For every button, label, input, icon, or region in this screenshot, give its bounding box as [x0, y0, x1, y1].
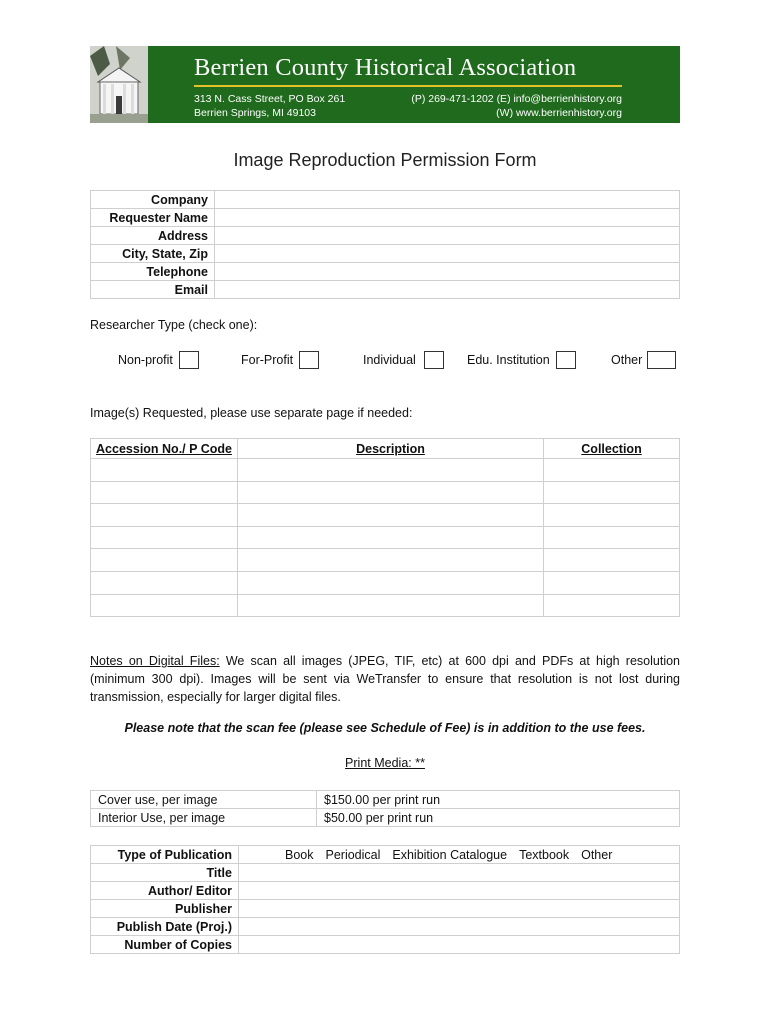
table-row [91, 809, 680, 827]
field-label: Email [91, 281, 215, 299]
description-cell[interactable] [238, 571, 544, 594]
field-label: Publisher [91, 900, 239, 918]
collection-cell[interactable] [544, 594, 680, 617]
option-non-profit [118, 349, 199, 371]
column-header: Description [238, 439, 544, 459]
description-cell[interactable] [238, 594, 544, 617]
accession-cell[interactable] [91, 549, 238, 572]
fee-use: Cover use, per image [91, 791, 317, 809]
form-title: Image Reproduction Permission Form [233, 150, 537, 170]
option-label: Non-profit [118, 353, 173, 367]
option-individual [363, 349, 444, 371]
non-profit-checkbox[interactable] [179, 351, 199, 369]
publish-date-field[interactable] [239, 918, 680, 936]
table-row [91, 526, 680, 549]
notes-text: We scan all images (JPEG, TIF, etc) at 600 dpi and PDFs at high resolution (minimum 300 dpi). Images will be sent via WeTransfer to ensure that resolution is not lost during transmission, especially for larger digital files. [90, 654, 681, 704]
field-label: Author/ Editor [91, 882, 239, 900]
company-field[interactable] [215, 191, 680, 209]
number-of-copies-field[interactable] [239, 936, 680, 954]
fee-price: $150.00 per print run [317, 791, 680, 809]
collection-cell[interactable] [544, 504, 680, 527]
notes-label: Notes on Digital Files: [90, 654, 220, 668]
publisher-field[interactable] [239, 900, 680, 918]
accession-cell[interactable] [91, 526, 238, 549]
researcher-type-options [90, 349, 680, 371]
digital-files-notes [90, 652, 680, 706]
individual-checkbox[interactable] [424, 351, 444, 369]
option-other [611, 349, 676, 371]
option-label: Other [611, 353, 643, 367]
field-label: Telephone [91, 263, 215, 281]
option-label: Individual [363, 353, 416, 367]
option-label: Edu. Institution [467, 353, 550, 367]
header-banner [90, 46, 680, 123]
collection-cell[interactable] [544, 526, 680, 549]
table-row [91, 882, 680, 900]
print-media-fees-table [90, 790, 680, 827]
table-row [91, 864, 680, 882]
accession-cell[interactable] [91, 594, 238, 617]
field-label: Type of Publication [91, 846, 239, 864]
field-label: Title [91, 864, 239, 882]
collection-cell[interactable] [544, 549, 680, 572]
edu-institution-checkbox[interactable] [556, 351, 576, 369]
option-edu-institution [467, 349, 576, 371]
table-row [91, 481, 680, 504]
researcher-type-prompt: Researcher Type (check one): [90, 318, 258, 332]
table-row [91, 594, 680, 617]
website: (W) www.berrienhistory.org [496, 107, 622, 119]
city-state-zip-field[interactable] [215, 245, 680, 263]
pub-type-periodical[interactable]: Periodical [325, 847, 381, 862]
description-cell[interactable] [238, 481, 544, 504]
option-for-profit [241, 349, 319, 371]
author-editor-field[interactable] [239, 882, 680, 900]
description-cell[interactable] [238, 549, 544, 572]
collection-cell[interactable] [544, 459, 680, 482]
column-header: Collection [544, 439, 680, 459]
option-label: For-Profit [241, 353, 294, 367]
title-field[interactable] [239, 864, 680, 882]
table-row [91, 281, 680, 299]
column-header: Accession No./ P Code [91, 439, 238, 459]
pub-type-other[interactable]: Other [581, 847, 613, 862]
print-media-heading: Print Media: ** [345, 756, 425, 770]
images-requested-prompt: Image(s) Requested, please use separate page if needed: [90, 406, 413, 420]
table-row [91, 846, 680, 864]
collection-cell[interactable] [544, 571, 680, 594]
scan-fee-note: Please note that the scan fee (please see Schedule of Fee) is in addition to the use fees. [124, 721, 646, 735]
pub-type-textbook[interactable]: Textbook [519, 847, 570, 862]
accession-cell[interactable] [91, 504, 238, 527]
address-line-2: Berrien Springs, MI 49103 [194, 107, 316, 119]
requester-name-field[interactable] [215, 209, 680, 227]
accession-cell[interactable] [91, 571, 238, 594]
table-row [91, 900, 680, 918]
requester-info-table [90, 190, 680, 299]
description-cell[interactable] [238, 459, 544, 482]
description-cell[interactable] [238, 504, 544, 527]
field-label: Publish Date (Proj.) [91, 918, 239, 936]
images-requested-table [90, 438, 680, 617]
table-row [91, 263, 680, 281]
table-row [91, 209, 680, 227]
table-row [91, 504, 680, 527]
pub-type-exhibition-catalogue[interactable]: Exhibition Catalogue [392, 847, 508, 862]
field-label: Number of Copies [91, 936, 239, 954]
address-field[interactable] [215, 227, 680, 245]
email-field[interactable] [215, 281, 680, 299]
table-row [91, 227, 680, 245]
banner-divider [194, 85, 622, 87]
historic-building-photo [90, 46, 148, 123]
field-label: Address [91, 227, 215, 245]
table-header-row [91, 439, 680, 459]
publication-info-table [90, 845, 680, 954]
table-row [91, 918, 680, 936]
field-label: Requester Name [91, 209, 215, 227]
pub-type-book[interactable]: Book [285, 847, 314, 862]
accession-cell[interactable] [91, 481, 238, 504]
publication-type-options [239, 848, 679, 862]
other-checkbox[interactable] [647, 351, 676, 369]
table-row [91, 571, 680, 594]
description-cell[interactable] [238, 526, 544, 549]
table-row [91, 549, 680, 572]
telephone-field[interactable] [215, 263, 680, 281]
field-label: Company [91, 191, 215, 209]
table-row [91, 459, 680, 482]
collection-cell[interactable] [544, 481, 680, 504]
fee-use: Interior Use, per image [91, 809, 317, 827]
fee-price: $50.00 per print run [317, 809, 680, 827]
table-row [91, 245, 680, 263]
accession-cell[interactable] [91, 459, 238, 482]
phone-email: (P) 269-471-1202 (E) info@berrienhistory.org [411, 93, 622, 105]
table-row [91, 936, 680, 954]
org-name: Berrien County Historical Association [194, 54, 577, 81]
table-row [91, 791, 680, 809]
table-row [91, 191, 680, 209]
field-label: City, State, Zip [91, 245, 215, 263]
publication-type-field [239, 846, 680, 864]
address-line-1: 313 N. Cass Street, PO Box 261 [194, 93, 346, 105]
for-profit-checkbox[interactable] [299, 351, 319, 369]
